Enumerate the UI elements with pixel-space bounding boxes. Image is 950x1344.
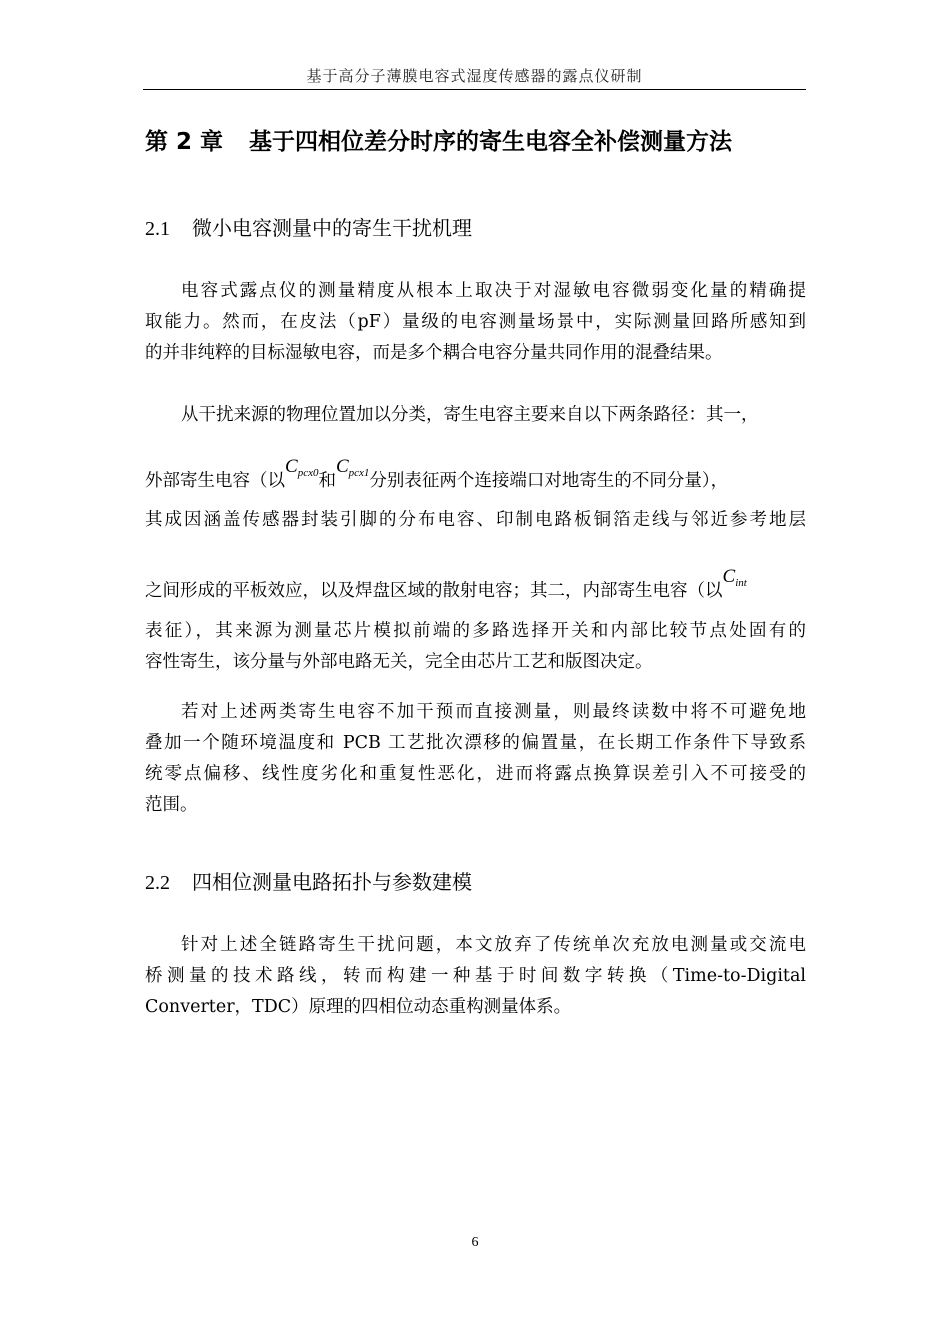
paragraph-line: 范围。 — [145, 795, 198, 815]
paragraph-2-tail — [145, 616, 806, 678]
section-number: 2.2 — [145, 872, 170, 894]
paragraph-2-line3 — [145, 505, 806, 536]
paragraph-line: 叠加一个随环境温度和 PCB 工艺批次漂移的偏置量，在长期工作条件下导致系 — [145, 733, 806, 753]
symbol-c-pcx1: $C_{pcx1}$ — [335, 456, 370, 479]
section-title: 四相位测量电路拓扑与参数建模 — [192, 870, 472, 894]
chapter-heading — [145, 122, 732, 162]
paragraph-line: 从干扰来源的物理位置加以分类，寄生电容主要来自以下两条路径：其一， — [181, 405, 759, 425]
page-number: 6 — [471, 1235, 479, 1250]
paragraph-4 — [145, 930, 806, 1023]
paragraph-line: 表征），其来源为测量芯片模拟前端的多路选择开关和内部比较节点处固有的 — [145, 621, 806, 641]
section-heading-2-2 — [145, 867, 472, 898]
text-run: 分别表征两个连接端口对地寄生的不同分量）， — [369, 471, 729, 491]
paragraph-line: 取能力。然而，在皮法（pF）量级的电容测量场景中，实际测量回路所感知到 — [145, 312, 806, 332]
paragraph-line: Converter，TDC）原理的四相位动态重构测量体系。 — [145, 997, 572, 1017]
paragraph-line: 统零点偏移、线性度劣化和重复性恶化，进而将露点换算误差引入不可接受的 — [145, 764, 806, 784]
chapter-title: 基于四相位差分时序的寄生电容全补偿测量方法 — [249, 129, 733, 155]
text-run: 外部寄生电容（以 — [145, 471, 285, 491]
text-run: 之间形成的平板效应，以及焊盘区域的散射电容；其二，内部寄生电容（以 — [145, 581, 723, 601]
paragraph-line: 容性寄生，该分量与外部电路无关，完全由芯片工艺和版图决定。 — [145, 652, 653, 672]
symbol-c-pcx0: $C_{pcx0}$ — [285, 456, 319, 479]
paragraph-2-line4 — [145, 566, 806, 606]
paragraph-line: 其成因涵盖传感器封装引脚的分布电容、印制电路板铜箔走线与邻近参考地层 — [145, 510, 806, 530]
chapter-number: 第 2 章 — [145, 129, 224, 155]
paragraph-3 — [145, 697, 806, 821]
paragraph-line: 的并非纯粹的目标湿敏电容，而是多个耦合电容分量共同作用的混叠结果。 — [145, 343, 723, 363]
section-title: 微小电容测量中的寄生干扰机理 — [192, 216, 472, 240]
section-heading-2-1 — [145, 213, 472, 244]
paragraph-line: 桥测量的技术路线，转而构建一种基于时间数字转换（Time-to-Digital — [145, 966, 806, 986]
section-number: 2.1 — [145, 218, 170, 240]
running-header: 基于高分子薄膜电容式湿度传感器的露点仪研制 — [306, 67, 643, 85]
paragraph-line — [145, 456, 806, 496]
paragraph-2 — [145, 400, 806, 431]
paragraph-line: 电容式露点仪的测量精度从根本上取决于对湿敏电容微弱变化量的精确提 — [181, 281, 806, 301]
symbol-c-int: $C_{int}$ — [722, 566, 747, 589]
paragraph-line — [145, 566, 806, 606]
paragraph-line: 针对上述全链路寄生干扰问题，本文放弃了传统单次充放电测量或交流电 — [181, 935, 806, 955]
header-rule — [143, 89, 806, 90]
paragraph-2-line2 — [145, 456, 806, 496]
text-run: 和 — [318, 471, 336, 491]
paragraph-1 — [145, 276, 806, 369]
paragraph-line: 若对上述两类寄生电容不加干预而直接测量，则最终读数中将不可避免地 — [181, 702, 806, 722]
